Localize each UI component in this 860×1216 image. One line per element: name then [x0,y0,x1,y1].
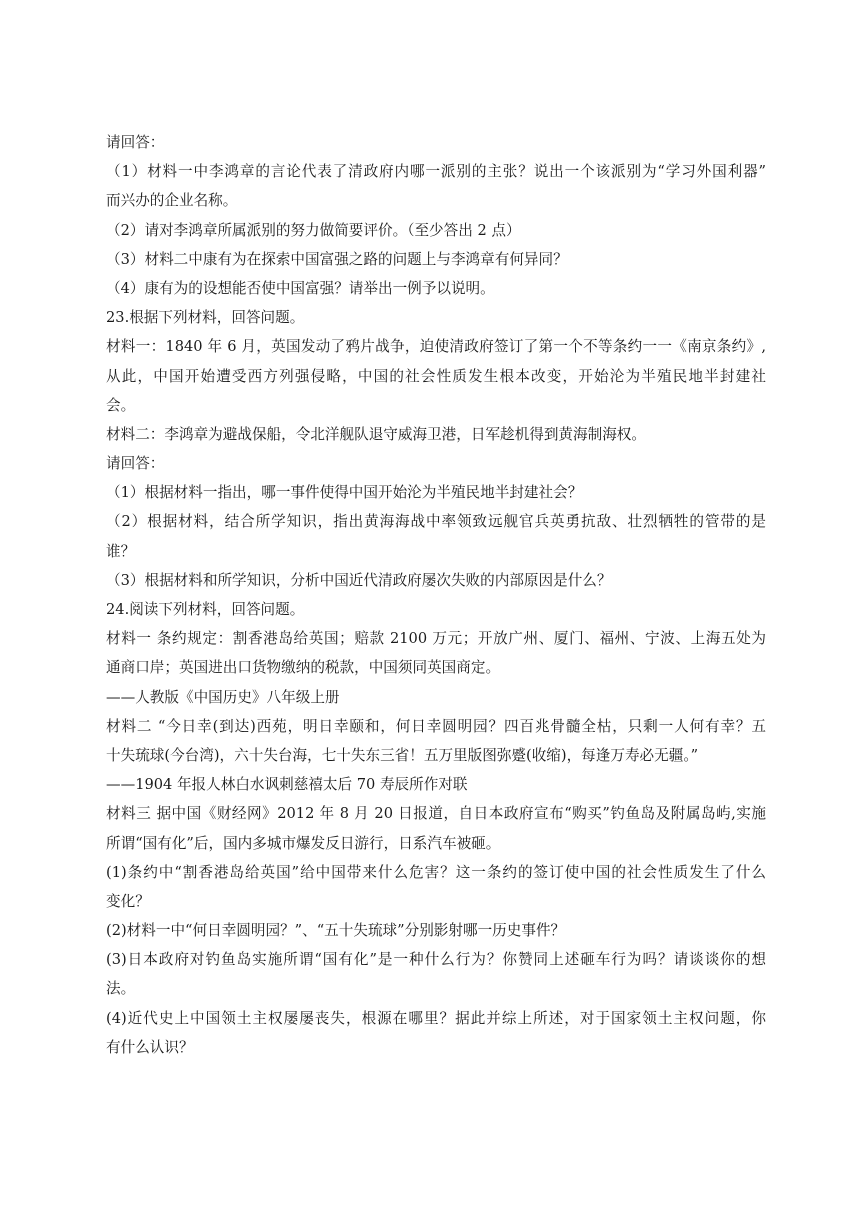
text-line: 法。 [106,980,136,998]
text-line: （3）材料二中康有为在探索中国富强之路的问题上与李鸿章有何异同？ [106,250,568,268]
text-line: （1）根据材料一指出，哪一事件使得中国开始沦为半殖民地半封建社会？ [106,484,583,502]
text-line: 所谓“国有化”后，国内多城市爆发反日游行，日系汽车被砸。 [106,834,501,852]
question-heading: 23.根据下列材料，回答问题。 [106,309,305,327]
text-line: （2）请对李鸿章所属派别的努力做简要评价。（至少答出 2 点） [106,221,521,239]
text-line: 请回答： [106,134,165,151]
source-citation: ——人教版《中国历史》八年级上册 [106,688,340,706]
source-citation: ——1904 年报人林白水讽刺慈禧太后 70 寿辰所作对联 [106,776,468,794]
text-line: 而兴办的企业名称。 [106,192,238,210]
text-line: 材料一：1840 年 6 月，英国发动了鸦片战争，迫使清政府签订了第一个不等条约一一《南京条约》, [106,338,766,356]
text-line: 会。 [106,396,136,414]
text-line: 请回答： [106,455,165,473]
text-line: 有什么认识？ [106,1038,194,1056]
document-page [106,128,766,1062]
text-line: 变化？ [106,892,150,910]
text-line: 从此，中国开始遭受西方列强侵略，中国的社会性质发生根本改变，开始沦为半殖民地半封建社 [106,367,766,385]
text-line: （4）康有为的设想能否使中国富强？请举出一例予以说明。 [106,279,495,297]
question-heading: 24.阅读下列材料，回答问题。 [106,601,305,618]
text-line: 谁？ [106,542,136,560]
text-line: （2）根据材料，结合所学知识，指出黄海海战中率领致远舰官兵英勇抗敌、壮烈牺牲的管带的是 [106,513,766,531]
text-line: (1)条约中“割香港岛给英国”给中国带来什么危害？这一条约的签订使中国的社会性质发生了什么 [106,863,766,881]
text-line: 十失琉球(今台湾)，六十失台海，七十失东三省！五万里版图弥蹙(收缩)，每逢万寿必无疆。” [106,746,699,764]
text-line: 材料三 据中国《财经网》2012 年 8 月 20 日报道，自日本政府宣布“购买”钓鱼岛及附属岛屿,实施 [106,805,766,823]
text-line: （1）材料一中李鸿章的言论代表了清政府内哪一派别的主张？说出一个该派别为“学习外国利器” [106,163,766,181]
text-line: (2)材料一中“何日幸圆明园？”、“五十失琉球”分别影射哪一历史事件？ [106,922,566,940]
text-line: (4)近代史上中国领土主权屡屡丧失，根源在哪里？据此并综上所述，对于国家领土主权问题，你 [106,1009,766,1027]
text-line: 通商口岸；英国进出口货物缴纳的税款，中国须同英国商定。 [106,659,501,677]
text-line: (3)日本政府对钓鱼岛实施所谓“国有化”是一种什么行为？你赞同上述砸车行为吗？请谈谈你的想 [106,951,766,969]
text-line: （3）根据材料和所学知识，分析中国近代清政府屡次失败的内部原因是什么？ [106,571,612,589]
text-line: 材料二：李鸿章为避战保船，令北洋舰队退守威海卫港，日军趁机得到黄海制海权。 [106,425,646,443]
text-line: 材料二 “今日幸(到达)西苑，明日幸颐和，何日幸圆明园？四百兆骨髓全枯，只剩一人何有幸？五 [106,717,766,735]
text-line: 材料一 条约规定：割香港岛给英国；赔款 2100 万元；开放广州、厦门、福州、宁波、上海五处为 [106,630,766,648]
